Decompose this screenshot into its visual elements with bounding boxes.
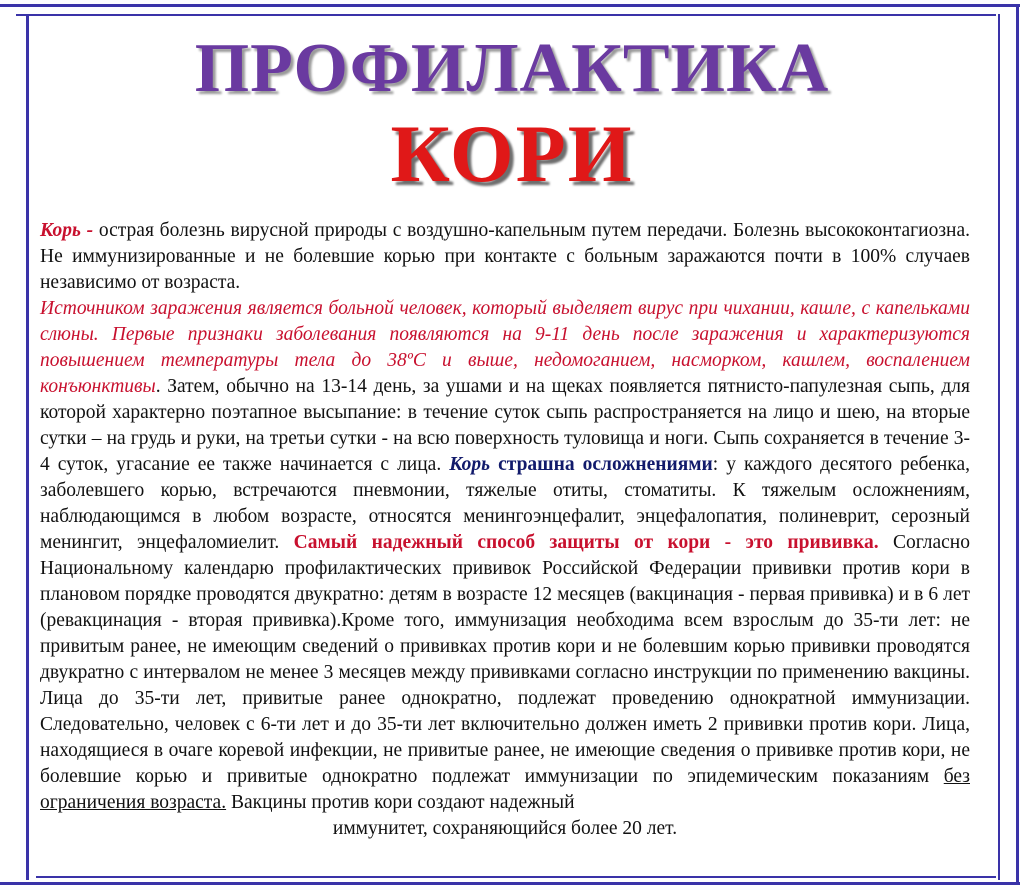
vaccination-highlight: Самый надежный способ защиты от кори - это прививка. — [293, 532, 879, 553]
definition-term: Корь - — [40, 220, 99, 241]
paragraph-main — [40, 296, 970, 842]
immunity-duration-line: иммунитет, сохраняющийся более 20 лет. — [332, 818, 678, 839]
complications-term: Корь — [449, 454, 491, 475]
vaccine-immunity-text: Вакцины против кори создают надежный — [226, 792, 575, 813]
definition-text: острая болезнь вирусной природы с воздушно-капельным путем передачи. Болезнь высококонтагиозна. Не иммунизированные и не болевшие корью при контакте с больным заражаются почти в 100% случаев независимо от возраста. — [40, 220, 970, 293]
complications-heading: страшна осложнениями — [490, 454, 713, 475]
frame-top-outer-line — [0, 4, 1020, 7]
page-title: ПРОФИЛАКТИКА — [194, 30, 830, 107]
frame-top-inner-line — [16, 14, 996, 16]
paragraph-definition — [40, 218, 970, 296]
frame-bottom-outer-line — [0, 882, 1020, 885]
article-body — [40, 218, 970, 842]
rash-description-text: . Затем, обычно на 13-14 день, за ушами и на щеках появляется пятнисто-папулезная сыпь, для которой характерно поэтапное высыпание: в течение суток сыпь распространяется на лицо и шею, на вторые сутки – на грудь и руки, на третьи сутки - на всю поверхность туловища и ноги. Сыпь сохраняется в течение 3-4 суток, угасание ее также начинается с лица. — [40, 376, 970, 475]
page-subtitle: КОРИ — [390, 108, 634, 199]
vaccination-schedule-text: Согласно Национальному календарю профилактических прививок Российской Федерации прививки против кори в плановом порядке проводятся двукратно: детям в возрасте 12 месяцев (вакцинация - первая прививка) и в 6 лет (ревакцинация - вторая прививка).Кроме того, иммунизация необходима всем взрослым до 35-ти лет: не привитым ранее, не имеющим сведений о прививках против кори и не болевшим корью прививки проводятся двукратно с интервалом не менее 3 месяцев между прививками согласно инструкции по применению вакцины. Лица до 35-ти лет, привитые ранее однократно, подлежат проведению однократной иммунизации. Следовательно, человек с 6-ти лет и до 35-ти лет включительно должен иметь 2 прививки против кори. Лица, находящиеся в очаге коревой инфекции, не привитые ранее, не имеющие сведения о прививке против кори, не болевшие корью и привитые однократно подлежат иммунизации по эпидемическим показаниям — [40, 532, 970, 787]
no-age-limit-text: без ограничения возраста. — [40, 766, 970, 813]
complications-text: : у каждого десятого ребенка, заболевшего корью, встречаются пневмонии, тяжелые отиты, стоматиты. К тяжелым осложнениям, наблюдающимся в любом возрасте, относятся менингоэнцефалит, энцефалопатия, полиневрит, серозный менингит, энцефаломиелит. — [40, 454, 970, 553]
frame-bottom-inner-line — [36, 876, 996, 878]
source-of-infection-text: Источником заражения является больной человек, который выделяет вирус при чихании, кашле, с капельками слюны. Первые признаки заболевания появляются на 9-11 день после заражения и характеризуются повышением температуры тела до 38ºС и выше, недомоганием, насморком, кашлем, воспалением конъюнктивы — [40, 298, 970, 397]
